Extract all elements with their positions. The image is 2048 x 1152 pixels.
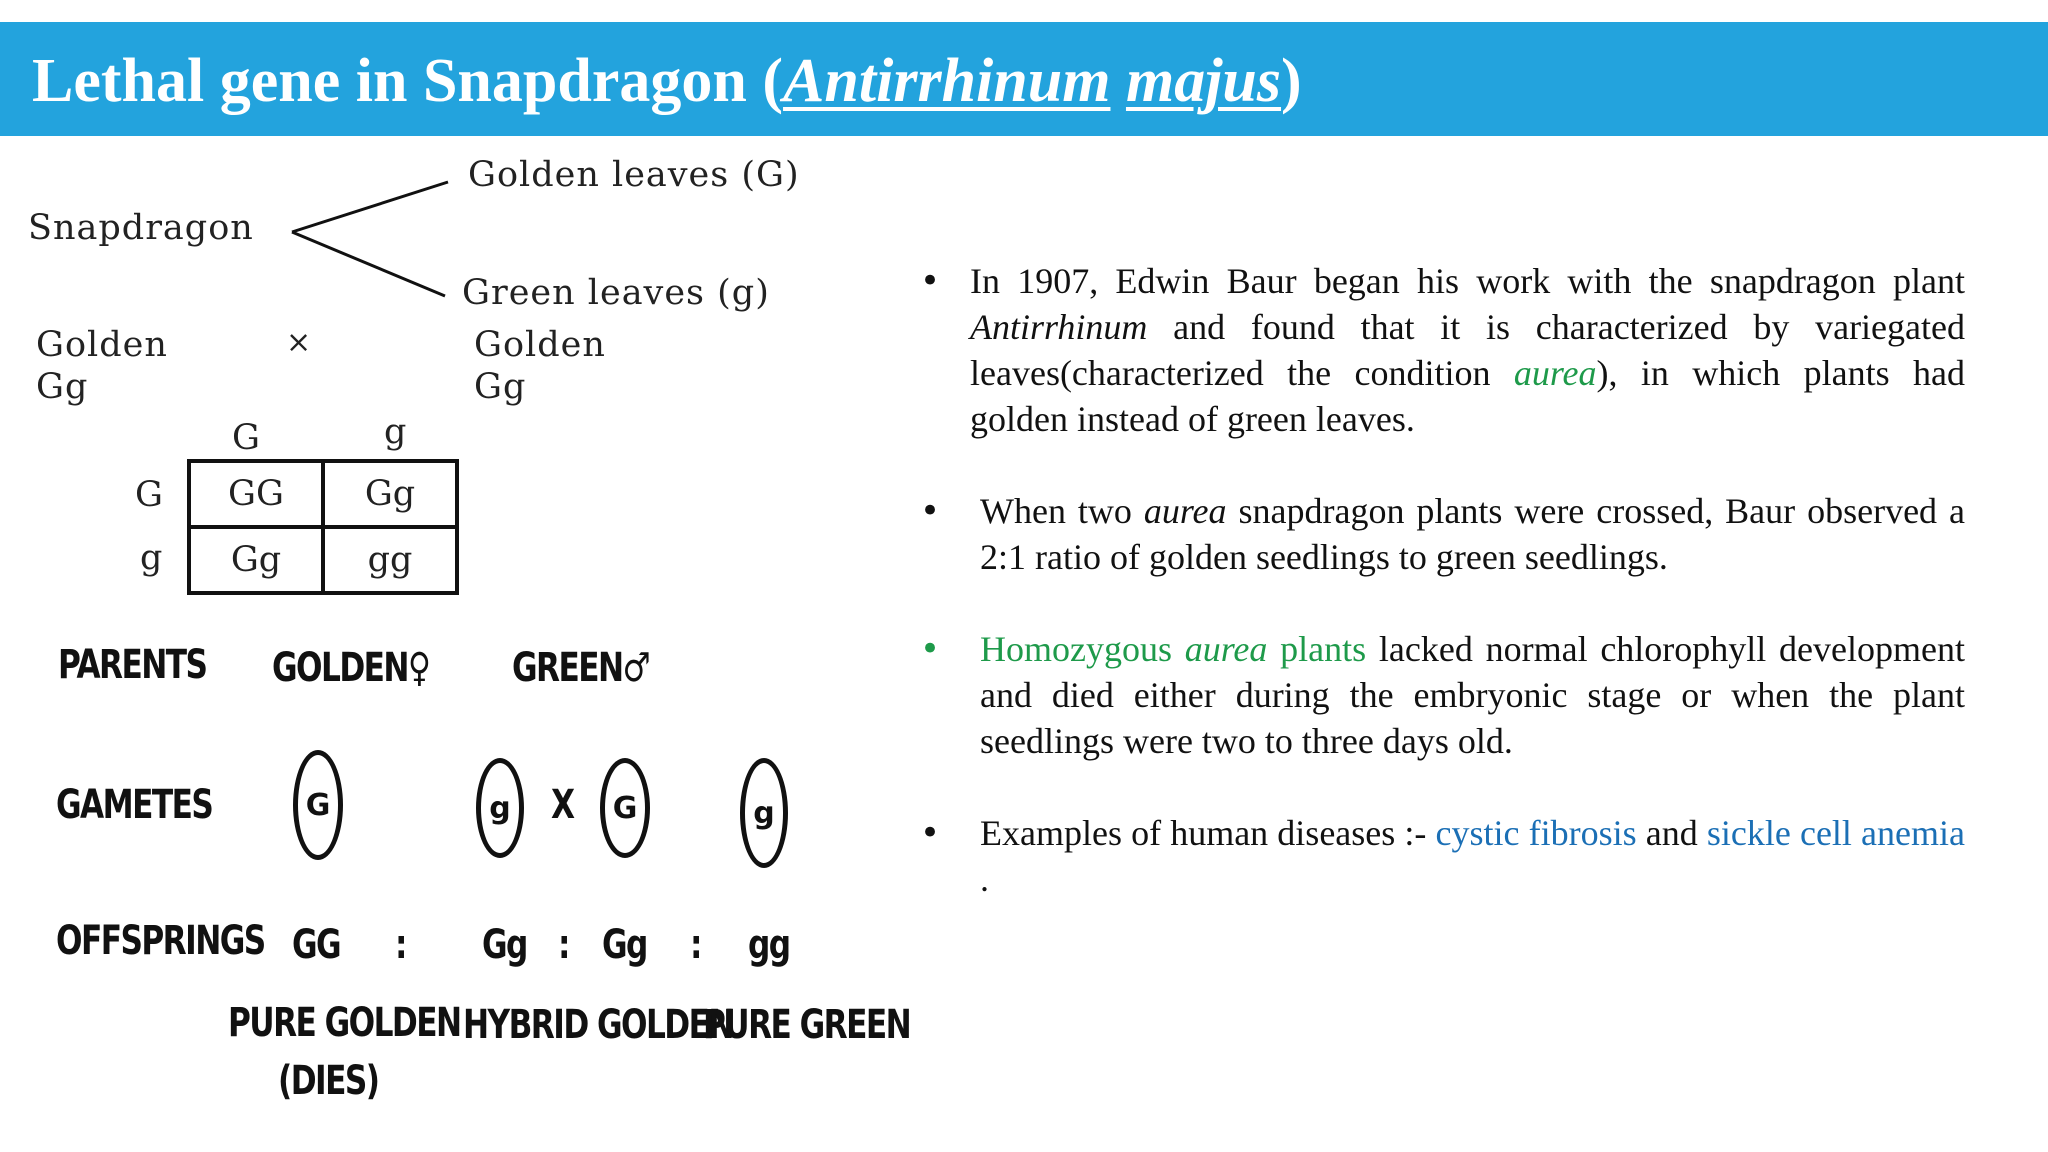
bullet-item: [920, 258, 1965, 442]
bullet-1-paren: ),: [1596, 353, 1618, 393]
punnett-col-header-1: G: [232, 418, 261, 458]
bullet-4-and: and: [1636, 813, 1707, 853]
parent-left-phenotype: Golden: [36, 325, 168, 365]
bullet-3-text: lacked normal chlorophyll development and died either during the embryonic stage or when the plant seedlings were two to three days old.: [980, 629, 1965, 761]
gametes-label: GAMETES: [56, 782, 213, 828]
bullet-4-text-a: Examples of human diseases :-: [980, 813, 1436, 853]
bullet-list: [920, 258, 1965, 902]
gamete-g-circle: [476, 758, 524, 858]
offspring-sep: :: [690, 922, 701, 968]
genetics-diagram: [0, 140, 911, 1140]
title-suffix: ): [1281, 47, 1302, 115]
gamete-G-label: G: [305, 787, 331, 823]
bullet-text: [970, 258, 1965, 442]
parent-left-genotype: Gg: [36, 367, 89, 407]
link-sickle-cell-anemia[interactable]: sickle cell anemia: [1706, 813, 1965, 853]
bullet-text: [980, 810, 1965, 902]
link-cystic-fibrosis[interactable]: cystic fibrosis: [1435, 813, 1637, 853]
punnett-cell: Gg: [323, 461, 457, 527]
bullet-1-text-c: in which plants had golden instead of green leaves.: [970, 353, 1966, 439]
bullet-3-plants: plants: [1267, 629, 1367, 669]
bullet-text: [980, 626, 1965, 764]
gamete-G-label-2: G: [612, 790, 638, 826]
offspring-GG: GG: [292, 922, 341, 968]
snapdragon-label: Snapdragon: [28, 208, 254, 248]
title-prefix: Lethal gene in Snapdragon (: [32, 47, 784, 115]
gamete-G-circle-2: [600, 758, 650, 858]
bullet-dot: •: [920, 261, 941, 301]
bullet-item: [920, 488, 1965, 580]
bullet-dot: •: [920, 813, 941, 853]
offspring-Gg-2: Gg: [602, 922, 647, 968]
bullet-3-homozygous: Homozygous: [980, 629, 1185, 669]
title-genus: Antirrhinum: [783, 47, 1111, 115]
bullet-2-aurea: aurea: [1143, 491, 1227, 531]
bullet-dot: •: [920, 491, 941, 531]
bullet-1-text-a: In 1907, Edwin Baur began his work with the snapdragon plant: [970, 261, 1965, 301]
bullet-1-aurea: aurea: [1513, 353, 1597, 393]
punnett-cell: GG: [189, 461, 323, 527]
gamete-g-label: g: [489, 790, 511, 826]
punnett-row: [189, 461, 457, 527]
green-leaves-label: Green leaves (g): [462, 273, 770, 313]
punnett-row: [189, 527, 457, 593]
punnett-row-header-2: g: [140, 538, 164, 578]
title-bar: [0, 22, 2048, 136]
offspring-sep: :: [558, 922, 569, 968]
parents-label: PARENTS: [58, 642, 207, 688]
parent-right-phenotype: Golden: [474, 325, 606, 365]
gamete-cross: X: [551, 782, 574, 828]
bullet-item: [920, 626, 1965, 764]
offspring-gg: gg: [748, 922, 790, 968]
punnett-square: [187, 459, 459, 595]
gamete-g-label-2: g: [753, 795, 775, 831]
bullet-1-text-b: and found that it is characterized by variegated leaves(characterized the condition: [970, 307, 1965, 393]
punnett-cell: Gg: [189, 527, 323, 593]
offspring-Gg: Gg: [482, 922, 527, 968]
bullet-2-text-a: When two: [980, 491, 1144, 531]
desc-hybrid-golden: HYBRID GOLDEN: [463, 1002, 733, 1048]
bullet-2-text-b: snapdragon plants were crossed, Baur observed a 2:1 ratio of golden seedlings to green seedlings.: [980, 491, 1965, 577]
slide-title: [32, 42, 1302, 120]
bullet-4-period: .: [980, 859, 989, 899]
parent-right-genotype: Gg: [474, 367, 527, 407]
parent-female: GOLDEN♀: [272, 645, 430, 691]
parent-male: GREEN♂: [512, 645, 649, 691]
title-species: majus: [1125, 47, 1282, 115]
cross-symbol: ×: [286, 325, 313, 360]
bullet-item: [920, 810, 1965, 902]
desc-pure-green: PURE GREEN: [703, 1002, 911, 1048]
desc-pure-golden: PURE GOLDEN: [228, 1000, 461, 1046]
desc-dies: (DIES): [278, 1058, 379, 1104]
offsprings-label: OFFSPRINGS: [56, 918, 265, 964]
bullet-text: [980, 488, 1965, 580]
offspring-sep: :: [395, 922, 406, 968]
bullet-3-aurea: aurea: [1184, 629, 1268, 669]
bullet-1-genus: Antirrhinum: [970, 307, 1148, 347]
gamete-G-circle: [293, 750, 343, 860]
punnett-row-header-1: G: [135, 475, 164, 515]
branch-line-bottom: [292, 232, 445, 296]
branch-line-top: [292, 182, 448, 232]
punnett-col-header-2: g: [384, 412, 408, 452]
golden-leaves-label: Golden leaves (G): [468, 155, 800, 195]
punnett-cell: gg: [323, 527, 457, 593]
gamete-g-circle-2: [740, 758, 788, 868]
bullet-dot: •: [920, 629, 941, 669]
